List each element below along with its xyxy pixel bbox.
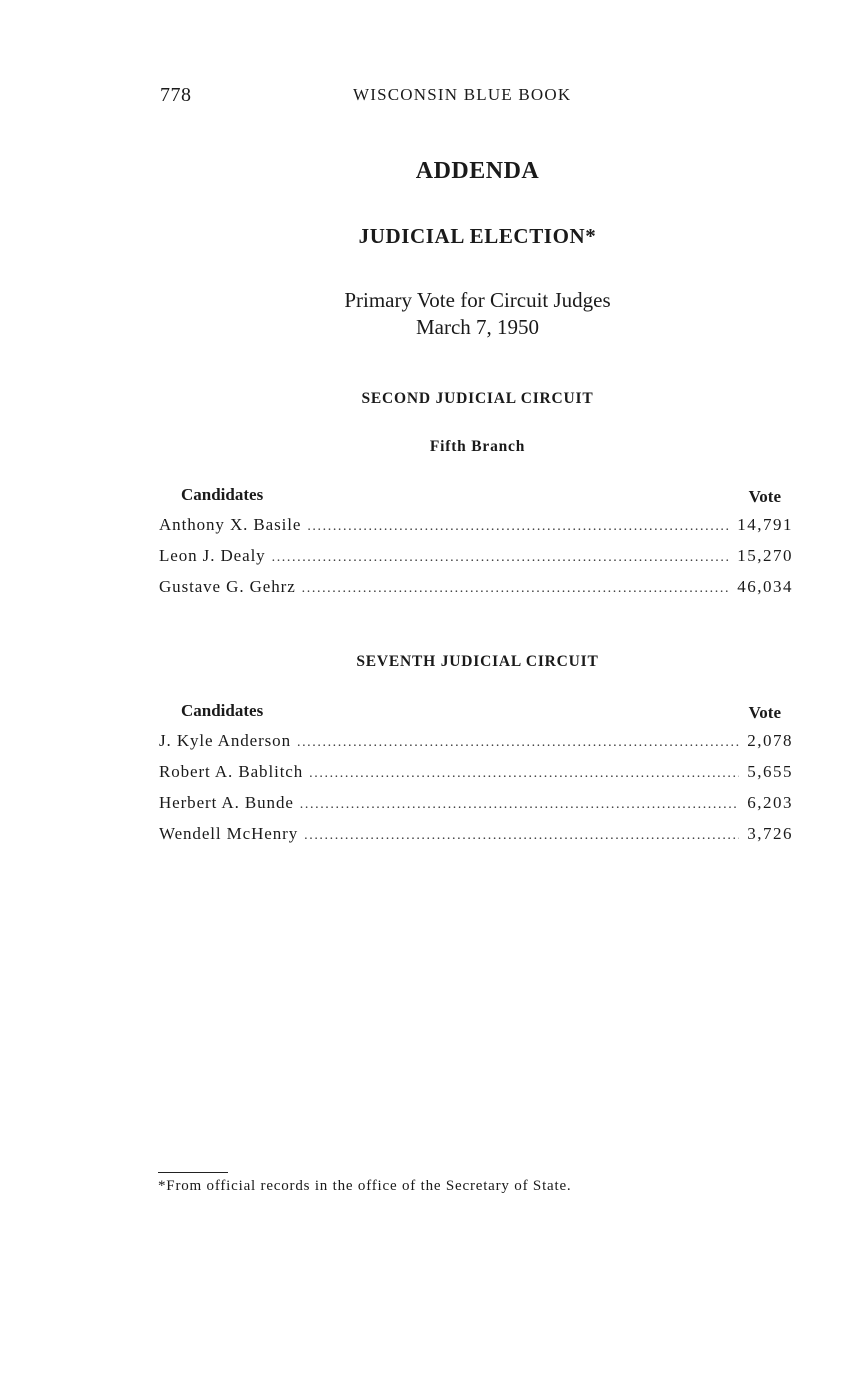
circuit-heading-second: SECOND JUDICIAL CIRCUIT xyxy=(361,390,594,407)
subtitle xyxy=(48,287,859,341)
page-number: 778 xyxy=(160,84,192,106)
footnote: *From official records in the office of the Secretary of State. xyxy=(158,1178,572,1194)
results-table-second xyxy=(159,485,793,608)
table-row xyxy=(159,762,793,793)
dot-leader xyxy=(302,581,730,597)
vote-count: 15,270 xyxy=(737,546,793,565)
table-row xyxy=(159,546,793,577)
table-header xyxy=(159,701,793,731)
vote-count: 6,203 xyxy=(747,793,793,812)
election-title: JUDICIAL ELECTION* xyxy=(358,224,597,248)
table-row xyxy=(159,793,793,824)
table-row xyxy=(159,577,793,608)
column-header-vote: Vote xyxy=(748,487,781,506)
subtitle-line-1: Primary Vote for Circuit Judges xyxy=(344,288,611,312)
dot-leader xyxy=(309,766,739,782)
dot-leader xyxy=(272,550,730,566)
dot-leader xyxy=(300,797,739,813)
candidate-name: Robert A. Bablitch xyxy=(159,762,304,781)
table-row xyxy=(159,515,793,546)
table-row xyxy=(159,731,793,762)
candidate-name: Herbert A. Bunde xyxy=(159,793,294,812)
table-row xyxy=(159,824,793,855)
dot-leader xyxy=(297,735,739,751)
vote-count: 5,655 xyxy=(747,762,793,781)
candidate-name: J. Kyle Anderson xyxy=(159,731,291,750)
vote-count: 3,726 xyxy=(747,824,793,843)
footnote-rule xyxy=(158,1172,228,1173)
table-header xyxy=(159,485,793,515)
vote-count: 2,078 xyxy=(747,731,793,750)
column-header-candidates: Candidates xyxy=(181,701,264,720)
page-title: ADDENDA xyxy=(415,158,540,184)
candidate-name: Leon J. Dealy xyxy=(159,546,266,565)
candidate-name: Gustave G. Gehrz xyxy=(159,577,296,596)
candidate-name: Wendell McHenry xyxy=(159,824,299,843)
candidate-name: Anthony X. Basile xyxy=(159,515,302,534)
vote-count: 14,791 xyxy=(737,515,793,534)
dot-leader xyxy=(304,828,739,844)
circuit-heading-seventh: SEVENTH JUDICIAL CIRCUIT xyxy=(356,653,599,670)
results-table-seventh xyxy=(159,701,793,855)
branch-heading-fifth: Fifth Branch xyxy=(429,438,526,455)
subtitle-line-2: March 7, 1950 xyxy=(415,315,540,339)
dot-leader xyxy=(307,519,729,535)
column-header-vote: Vote xyxy=(748,703,781,722)
column-header-candidates: Candidates xyxy=(181,485,264,504)
running-head: WISCONSIN BLUE BOOK xyxy=(353,85,572,104)
vote-count: 46,034 xyxy=(737,577,793,596)
